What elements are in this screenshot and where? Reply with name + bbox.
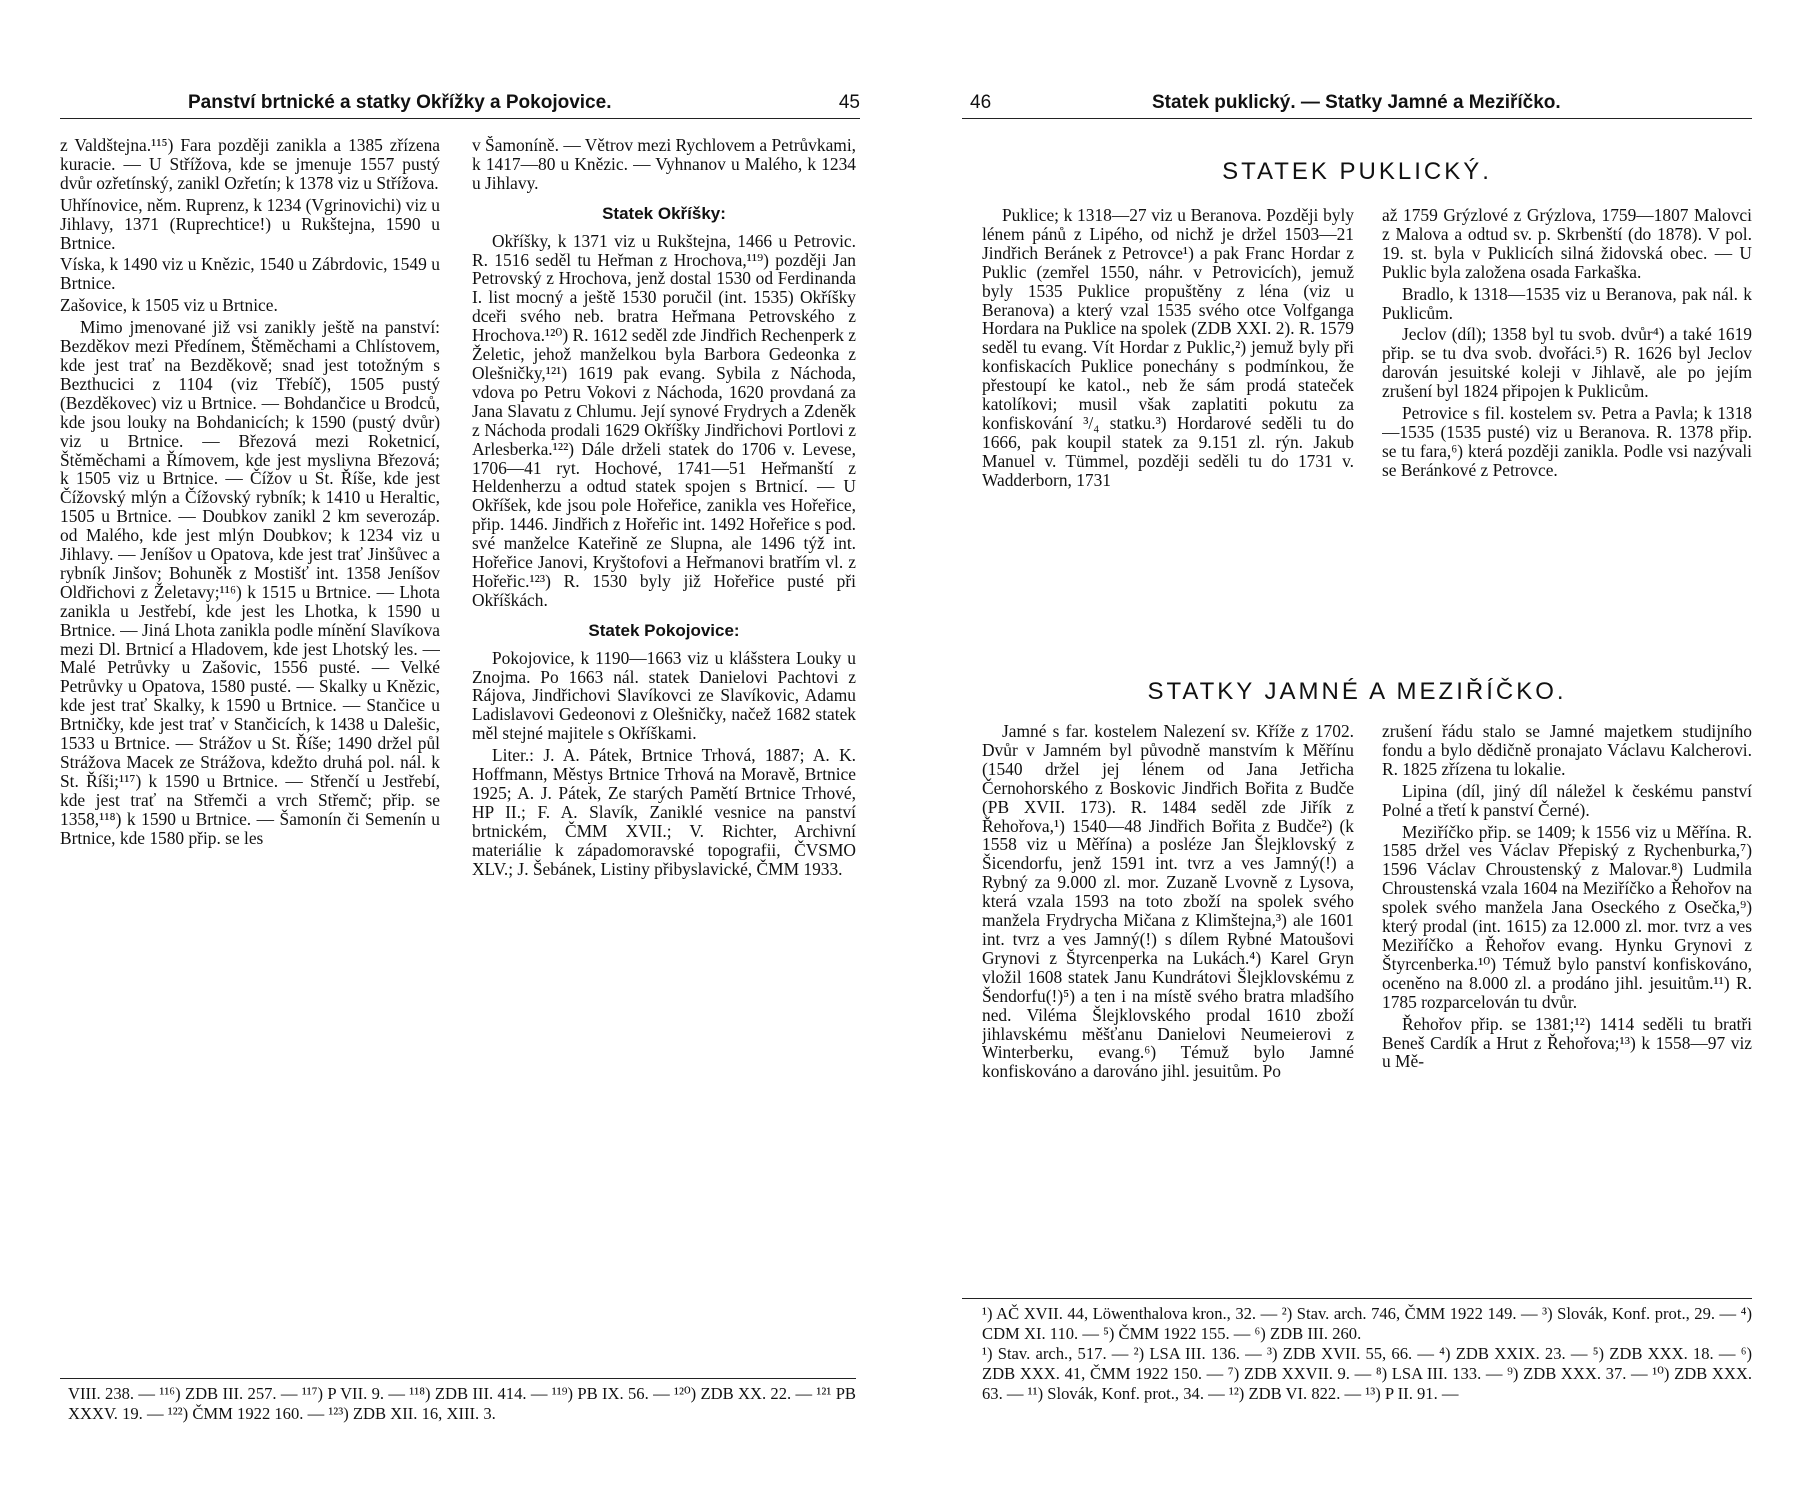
right-page-number: 46: [970, 92, 992, 113]
paragraph: Víska, k 1490 viz u Knězic, 1540 u Zábrdovic, 1549 u Brtnice.: [60, 254, 440, 294]
paragraph: Pokojovice, k 1190—1663 viz u klášstera Louky u Znojma. Po 1663 nál. statek Danielovi Pachtovi z Rájova, Jindřichovi Slavíkovci ze Slavíkovic, Adamu Ladislavovi Gedeonovi z Olešničky, načež 1682 statek měl stejné majitele s Okříškami.: [472, 647, 856, 744]
paragraph: Zašovice, k 1505 viz u Brtnice.: [60, 295, 278, 316]
paragraph: Řehořov přip. se 1381;¹²) 1414 seděli tu bratři Beneš Cardík a Hrut z Řehořova;¹³) k 1558—97 viz u Mě-: [1382, 1013, 1752, 1072]
left-column-1: [60, 136, 440, 1366]
paragraph: v Šamoníně. — Větrov mezi Rychlovem a Petrůvkami, k 1417—80 u Knězic. — Vyhnanov u Malého, k 1234 u Jihlavy.: [472, 136, 856, 193]
left-running-head: [60, 88, 860, 119]
literature-paragraph: Liter.: J. A. Pátek, Brtnice Trhová, 1887; A. K. Hoffmann, Městys Brtnice Trhová na Moravě, Brtnice 1925; A. J. Pátek, Ze starých Pamětí Brtnice Trhové, HP II.; F. A. Slavík, Zaniklé vesnice na panství brtnickém, ČMM XVII.; V. Richter, Archivní materiálie k západomoravské topografii, ČVSMO XLV.; J. Šebánek, Listiny přibyslavické, ČMM 1933.: [472, 745, 856, 879]
left-page-number: 45: [838, 92, 860, 113]
footnote-rule: [60, 1378, 856, 1379]
section-heading-okrisky: Statek Okříšky:: [602, 203, 726, 223]
left-page: [60, 0, 860, 1500]
paragraph: Bradlo, k 1318—1535 viz u Beranova, pak nál. k Puklicům.: [1382, 283, 1752, 323]
right-page: [962, 0, 1752, 1500]
footnote-text: VIII. 238. — ¹¹⁶) ZDB III. 257. — ¹¹⁷) P VII. 9. — ¹¹⁸) ZDB III. 414. — ¹¹⁹) PB IX. 56. — ¹²⁰) ZDB XX. 22. — ¹²¹ PB XXXV. 19. — ¹²²) ČMM 1922 160. — ¹²³) ZDB XII. 16, XIII. 3.: [68, 1384, 856, 1423]
left-footnotes: [68, 1384, 856, 1424]
paragraph: Uhřínovice, něm. Ruprenz, k 1234 (Vgrinovichi) viz u Jihlavy, 1371 (Ruprechtice!) u Rukštejna, 1590 u Brtnice.: [60, 194, 440, 253]
right-running-head: [962, 88, 1752, 119]
paragraph: Mimo jmenované již vsi zanikly ještě na panství: Bezděkov mezi Předínem, Štěměchami a Chlístovem, kde jest trať na Bezděkově; snad jest totožným s Bezthucici z 1104 (viz Třebíč), 1505 pustý (Bezděkovec) viz u Brtnice. — Bohdančice u Brodců, kde jsou louky na Bohdanicích; k 1590 (pustý dvůr) viz u Brtnice. — Březová mezi Roketnicí, Štěměchami a Římovem, kde jest myslivna Březová; k 1505 viz u Brtnice. — Čížov u St. Říše, kde jest Čížovský mlýn a Čížovský rybník; k 1410 u Heraltic, 1505 u Brtnice. — Doubkov zanikl 2 km severozáp. od Malého, kde jest mlýn Doubkov; k 1234 viz u Jihlavy. — Jeníšov u Opatova, kde jest trať Jinšůvec a rybník Jinšov; Bohuněk z Mostišť int. 1358 Jeníšov Oldřichovi z Želetavy;¹¹⁶) k 1515 u Brtnice. — Lhota zanikla u Jestřebí, kde jest les Lhotka, k 1590 u Brtnice. — Jiná Lhota zanikla podle mínění Slavíkova mezi Dl. Brtnicí a Hladovem, kde jest Lhotský les. — Malé Petrůvky u Zašovic, 1556 pusté. — Velké Petrůvky u Opatova, 1580 pusté. — Skalky u Knězic, kde jest trať Skalky, k 1590 u Brtnice. — Stančice u Brtničky, kde jest trať v Stančicích, k 1438 u Dalešic, 1533 u Brtnice. — Strážov u St. Říše; 1490 držel půl Strážova Macek ze Strážova, kdežto druhá pol. nál. k St. Říši;¹¹⁷) k 1590 u Brtnice. — Střenčí u Jestřebí, kde jest trať na Střemči a vrch Střemč; přip. se 1358,¹¹⁸) k 1590 u Brtnice. — Šamonín či Semenín u Brtnice, kde 1580 přip. se les: [60, 317, 440, 848]
footnote-rule: [962, 1298, 1752, 1299]
title-statky-jamne-mezıricko: STATKY JAMNÉ A MEZIŘÍČKO.: [1147, 678, 1567, 705]
title-statek-puklicky: STATEK PUKLICKÝ.: [1222, 158, 1492, 185]
puklice-column-1: [982, 206, 1354, 606]
paragraph: z Valdštejna.¹¹⁵) Fara později zanikla a 1385 zřízena kuracie. — U Střížova, kde se jmenuje 1557 pustý dvůr ozřetínský, zanikl Ozřetín; k 1378 viz u Střížova.: [60, 136, 440, 193]
paragraph: Jeclov (díl); 1358 byl tu svob. dvůr⁴) a také 1619 přip. se tu dva svob. dvořáci.⁵) R. 1626 byl Jeclov darován jesuitské koleji v Jihlavě, ale po jejím zrušení byl 1824 připojen k Puklicům.: [1382, 324, 1752, 402]
footnote-text-jamne: ¹) Stav. arch., 517. — ²) LSA III. 136. — ³) ZDB XVII. 55, 66. — ⁴) ZDB XXIX. 23. — ⁵) ZDB XXX. 18. — ⁶) ZDB XXX. 41, ČMM 1922 150. — ⁷) ZDB XXVII. 9. — ⁸) LSA III. 133. — ⁹) ZDB XXX. 37. — ¹⁰) ZDB XXX. 63. — ¹¹) Slovák, Konf. prot., 34. — ¹²) ZDB VI. 822. — ¹³) P II. 91. —: [982, 1344, 1752, 1403]
paragraph: až 1759 Grýzlové z Grýzlova, 1759—1807 Malovci z Malova a odtud sv. p. Skrbenští (do 1878). V pol. 19. st. byla v Puklicích silná židovská obec. — U Puklic byla založena osada Farkaška.: [1382, 206, 1752, 282]
right-running-title: Statek puklický. — Statky Jamné a Meziříčko.: [1152, 92, 1561, 113]
paragraph: Petrovice s fil. kostelem sv. Petra a Pavla; k 1318—1535 (1535 pusté) viz u Beranova. R. 1378 přip. se tu fara,⁶) která později zanikla. Podle vsi nazývali se Beránkové z Petrovce.: [1382, 403, 1752, 480]
paragraph: Puklice; k 1318—27 viz u Beranova. Později byly lénem pánů z Lipého, od nichž je držel 1503—21 Jindřich Beránek z Petrovce¹) a pak Franc Hordar z Puklic (zemřel 1550, náhr. v Petrovicích), jemuž byly 1535 Puklice propuštěny z léna (viz u Beranova) a který vzal 1535 svého otce Volfganga Hordara na Puklice na spolek (ZDB XXI. 2). R. 1579 seděl tu evang. Vít Hordar z Puklic,²) jemuž byly při konfiskacích Puklice ponechány s podmínkou, že přestoupí ke katol., neb že sám prodá stateček katolíkovi; musil však zaplatiti pokutu za konfiskování ³/₄ statku.³) Hordarové seděli tu do 1666, pak koupil statek za 9.151 zl. rýn. Jakub Manuel v. Tümmel, později seděli tu do 1731 v. Wadderborn, 1731: [982, 206, 1354, 490]
section-heading-pokojovice: Statek Pokojovice:: [588, 620, 740, 640]
left-running-title: Panství brtnické a statky Okřížky a Pokojovice.: [188, 92, 612, 113]
paragraph: Lipina (díl, jiný díl náležel k českému panství Polné a třetí k panství Černé).: [1382, 780, 1752, 820]
left-column-2: [472, 136, 856, 1366]
paragraph: Jamné s far. kostelem Nalezení sv. Kříže z 1702. Dvůr v Jamném byl původně manstvím k Měřínu (1540 držel jej lénem od Jana Jetřicha Černohorského z Boskovic Jindřich Bořita z Budče (PB XVII. 173). R. 1484 seděl zde Jiřík z Řehořova,¹) 1540—48 Jindřich Bořita z Budče²) (k 1558 viz u Měřína) a posléze Jan Šlejklovský z Šicendorfu, jenž 1591 int. tvrz a ves Jamný(!) a Rybný za 9.000 zl. mor. Zuzaně Lvovně z Lysova, která vzala 1593 na toto zboží na spolek svého manžela Frydrycha Mičana z Klimštejna,³) ale 1601 int. tvrz a ves Jamný(!) s dílem Rybné Matoušovi Grynovi z Štyrcenperka na Lukách.⁴) Karel Gryn vložil 1608 statek Janu Kundrátovi Šlejklovskému z Šendorfu(!)⁵) a ten i na místě svého bratra mladšího ned. Viléma Šlejklovského prodal 1610 zboží jihlavskému měšťanu Danielovi Neumeierovi z Winterberku, evang.⁶) Témuž bylo Jamné konfiskováno a darováno jihl. jesuitům. Po: [982, 722, 1354, 1082]
footnote-text-puklice: ¹) AČ XVII. 44, Löwenthalova kron., 32. — ²) Stav. arch. 746, ČMM 1922 149. — ³) Slovák, Konf. prot., 29. — ⁴) CDM XI. 110. — ⁵) ČMM 1922 155. — ⁶) ZDB III. 260.: [982, 1304, 1752, 1343]
paragraph: Okříšky, k 1371 viz u Rukštejna, 1466 u Petrovic. R. 1516 seděl tu Heřman z Hrochova,¹¹⁹) později Jan Petrovský z Hrochova, jenž dostal 1530 od Ferdinanda I. list mocný a ještě 1530 poručil (int. 1535) Okříšky dceři svého neb. bratra Heřmana Petrovského z Hrochova.¹²⁰) R. 1612 seděl zde Jindřich Rechenperk z Želetic, jehož manželkou byla Barbora Gedeonka z Olešničky,¹²¹) 1619 pak evang. Sybila z Náchoda, vdova po Petru Vokovi z Náchoda, 1620 provdaná za Jana Slavatu z Chlumu. Její synové Frydrych a Zdeněk z Náchoda prodali 1629 Okříšky Jindřichovi Portlovi z Arlesberka.¹²²) Dále drželi statek do 1706 v. Levese, 1706—41 ryt. Hochové, 1741—51 Heřmanští z Heldenherzu a odtud statek spojen s Brtnicí. — U Okříšek, kde jsou pole Hořeřice, zanikla ves Hořeřice, přip. 1446. Jindřich z Hořeřic int. 1492 Hořeřice s pod. své manželce Kateřině ze Slupna, ale 1496 týž int. Hořeřice Janovi, Kryštofovi a Heřmanovi bratřím vl. z Hořeřic.¹²³) R. 1530 byly již Hořeřice pusté při Okříškách.: [472, 230, 856, 610]
right-footnotes: [982, 1304, 1752, 1404]
puklice-column-2: [1382, 206, 1752, 606]
paragraph: Meziříčko přip. se 1409; k 1556 viz u Měřína. R. 1585 držel ves Václav Přepiský z Rychenburka,⁷) 1596 Václav Chroustenský z Malovar.⁸) Ludmila Chroustenská vzala 1604 na Meziříčko a Řehořov na spolek svého manžela Jana Oseckého z Osečka,⁹) který prodal (int. 1615) za 12.000 zl. mor. tvrz a ves Meziříčko a Řehořov evang. Hynku Grynovi z Štyrcenberka.¹⁰) Témuž bylo panství konfiskováno, oceněno na 8.000 zl. a prodáno jihl. jesuitům.¹¹) R. 1785 rozparcelován tu dvůr.: [1382, 821, 1752, 1012]
jamne-column-1: [982, 722, 1354, 1292]
paragraph: zrušení řádu stalo se Jamné majetkem studijního fondu a bylo dědičně pronajato Václavu Kalcherovi. R. 1825 zřízena tu lokalie.: [1382, 722, 1752, 779]
jamne-column-2: [1382, 722, 1752, 1292]
